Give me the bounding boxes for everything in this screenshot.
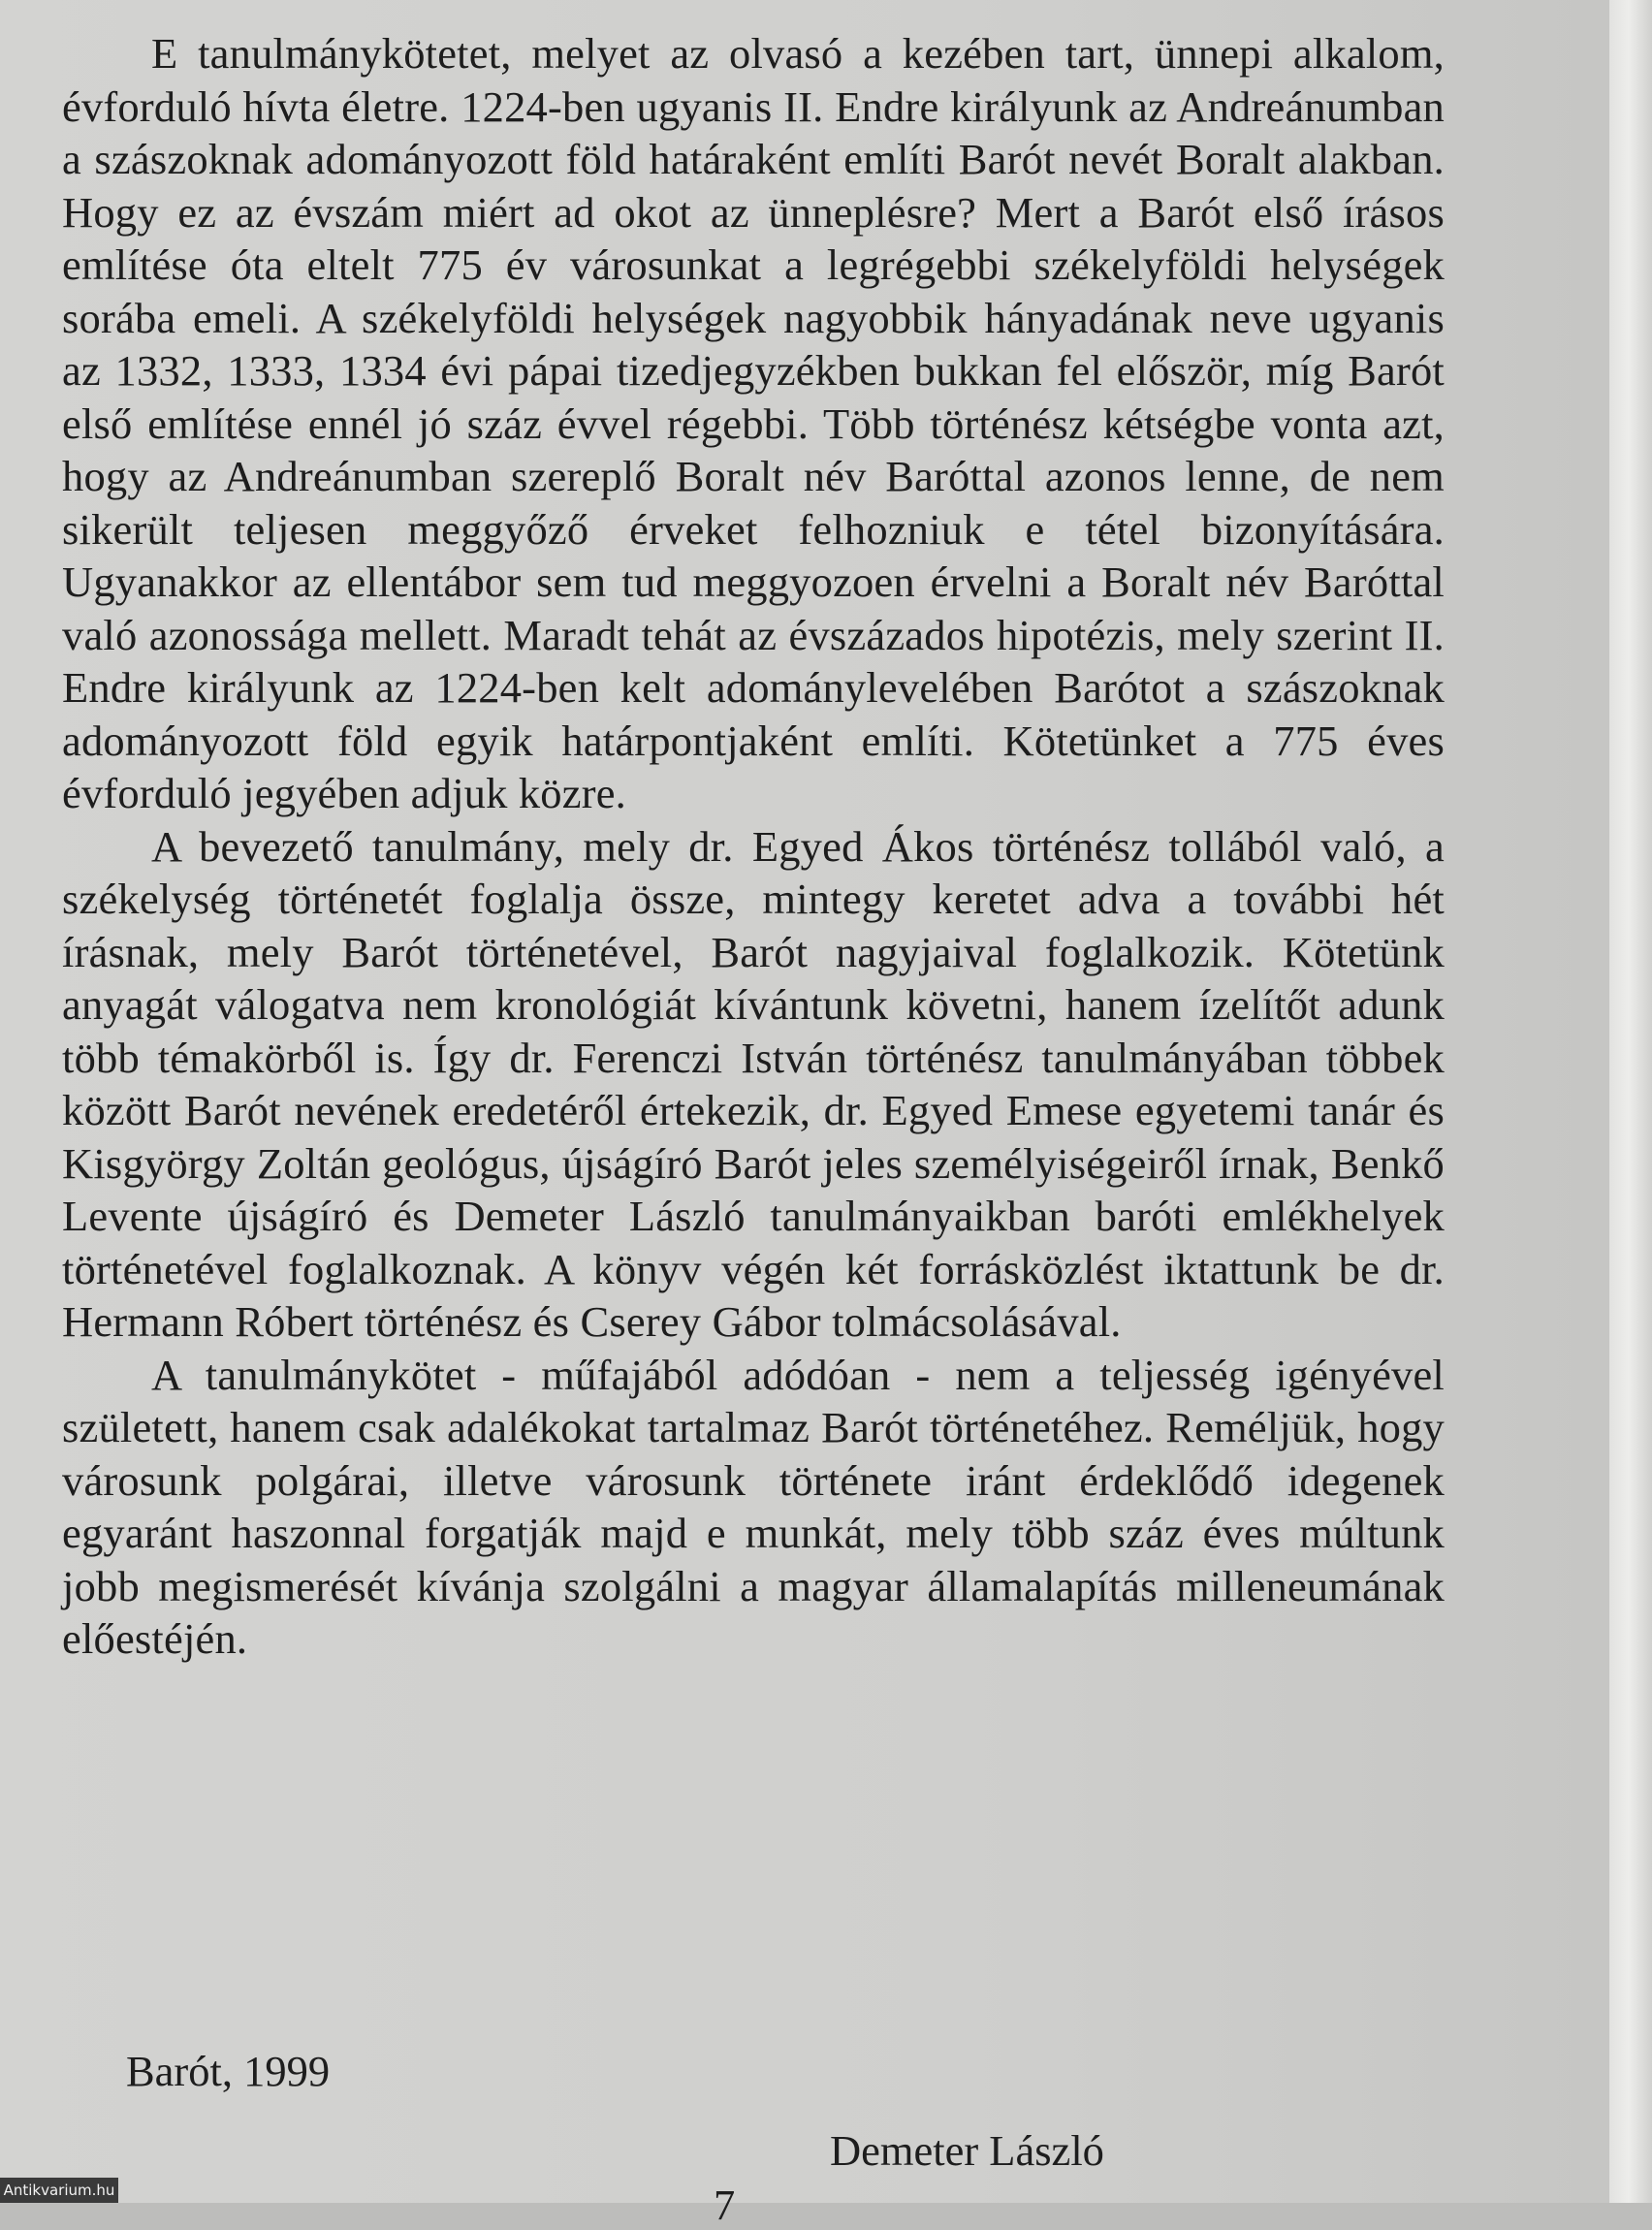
place-and-date: Barót, 1999: [126, 2047, 331, 2095]
page-number: 7: [714, 2181, 736, 2229]
paragraph-2: A bevezető tanulmány, mely dr. Egyed Ákos történész tollából való, a székelység történetét foglalja össze, mintegy keretet adva a további hét írásnak, mely Barót történetével, Barót nagyjaival foglalkozik. Kötetünk anyagát válogatva nem kronológiát kívántunk követni, hanem ízelítőt adunk több témakörből is. Így dr. Ferenczi István történész tanulmányában többek között Barót nevének eredetéről értekezik, dr. Egyed Emese egyetemi tanár és Kisgyörgy Zoltán geológus, újságíró Barót jeles személyiségeiről írnak, Benkő Levente újságíró és Demeter László tanulmányaikban baróti emlékhelyek történetével foglalkoznak. A könyv végén két forrásközlést iktattunk be dr. Hermann Róbert történész és Cserey Gábor tolmácsolásával.: [62, 821, 1445, 1346]
body-text: [62, 27, 1445, 1666]
paragraph-1: E tanulmánykötetet, melyet az olvasó a kezében tart, ünnepi alkalom, évforduló hívta életre. 1224-ben ugyanis II. Endre királyunk az Andreánumban a szászoknak adományozott föld határaként említi Barót nevét Boralt alakban. Hogy ez az évszám miért ad okot az ünneplésre? Mert a Barót első írásos említése óta eltelt 775 év városunkat a legrégebbi székelyföldi helységek sorába emeli. A székelyföldi helységek nagyobbik hányadának neve ugyanis az 1332, 1333, 1334 évi pápai tizedjegyzékben bukkan fel először, míg Barót első említése ennél jó száz évvel régebbi. Több történész kétségbe vonta azt, hogy az Andreánumban szereplő Boralt név Baróttal azonos lenne, de nem sikerült teljesen meggyőző érveket felhozniuk e tétel bizonyítására. Ugyanakkor az ellentábor sem tud meggyozoen érvelni a Boralt név Baróttal való azonossága mellett. Maradt tehát az évszázados hipotézis, mely szerint II. Endre királyunk az 1224-ben kelt adománylevelében Barótot a szászoknak adományozott föld egyik határpontjaként említi. Kötetünket a 775 éves évforduló jegyében adjuk közre.: [62, 29, 1445, 817]
page-edge: [1609, 0, 1652, 2203]
watermark: Antikvarium.hu: [0, 2178, 118, 2203]
author-signature: Demeter László: [830, 2126, 1104, 2175]
paragraph-3: A tanulmánykötet - műfajából adódóan - nem a teljesség igényével született, hanem csak adalékokat tartalmaz Barót történetéhez. Reméljük, hogy városunk polgárai, illetve városunk története iránt érdeklődő idegenek egyaránt haszonnal forgatják majd e munkát, mely több száz éves múltunk jobb megismerését kívánja szolgálni a magyar államalapítás milleneumának előestéjén.: [62, 1350, 1445, 1663]
